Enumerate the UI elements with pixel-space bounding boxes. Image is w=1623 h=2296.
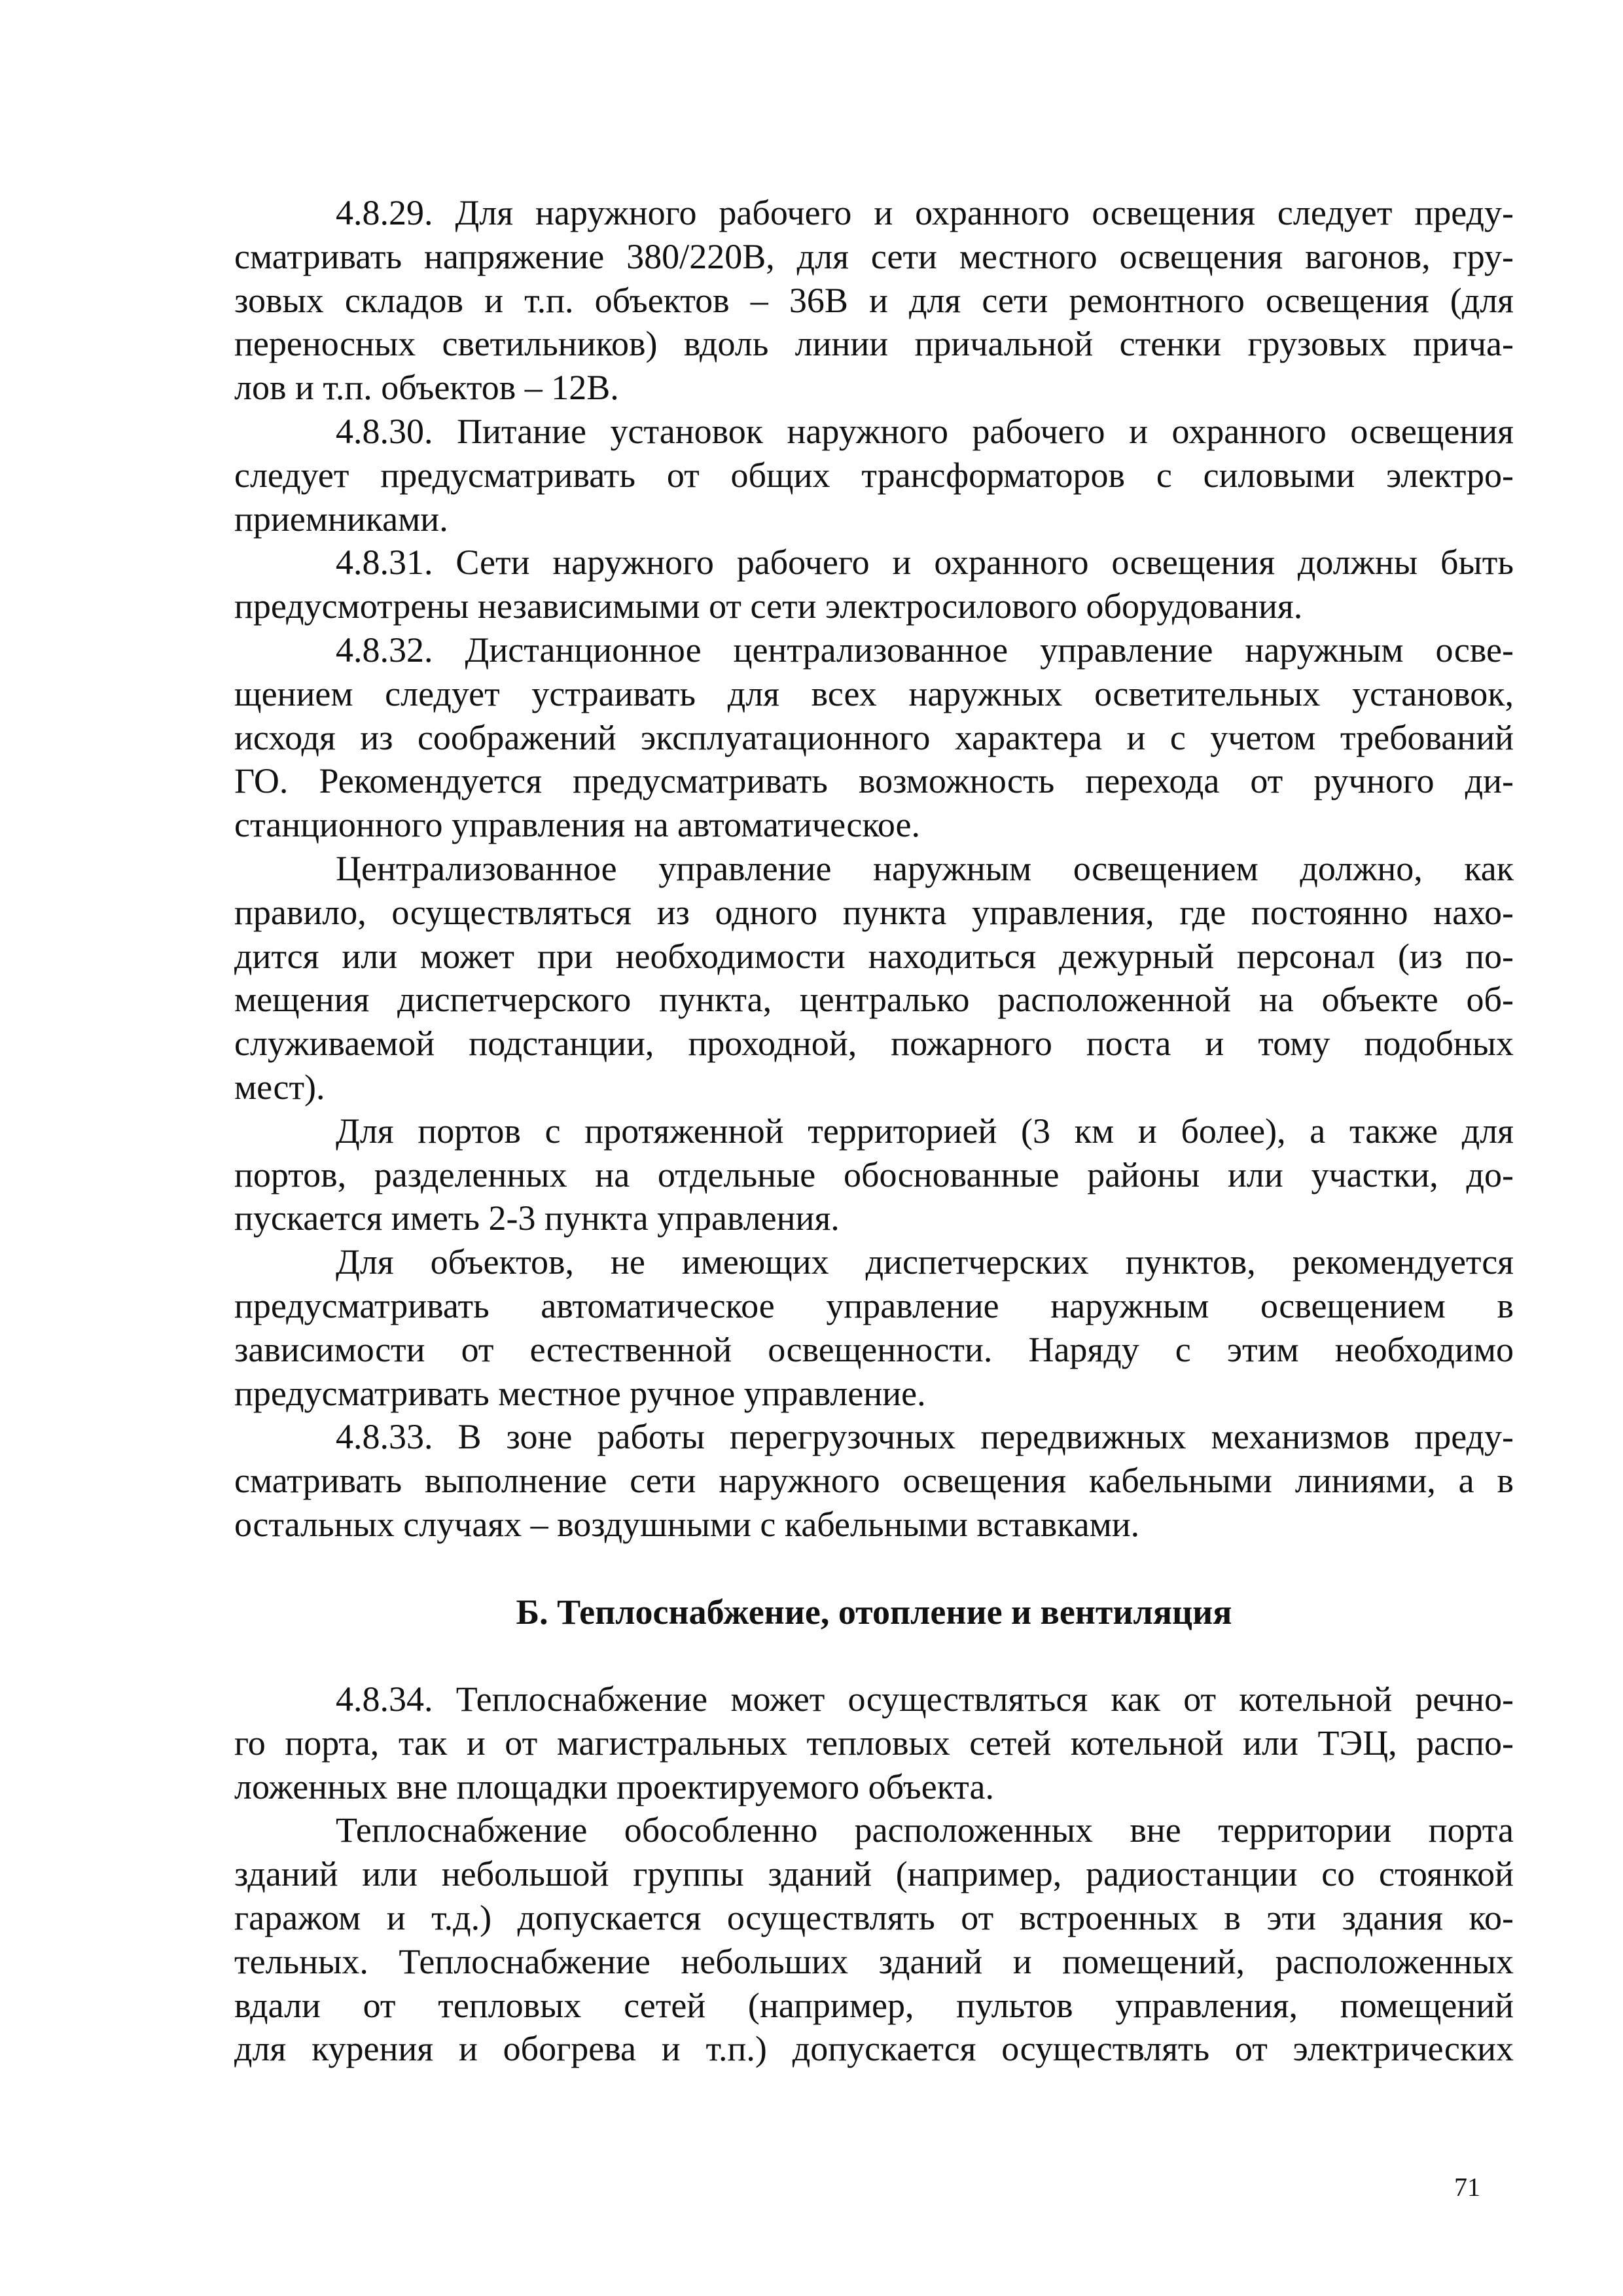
text-line: правило, осуществляться из одного пункта управления, где постоянно нахо- [234,892,1514,932]
text-line: предусматривать автоматическое управление наружным освещением в [234,1285,1514,1325]
document-body [234,191,1514,2071]
text-line: сматривать напряжение 380/220В, для сети местного освещения вагонов, гру- [234,236,1514,276]
blank-line [234,1634,1514,1677]
text-line: 4.8.32. Дистанционное централизованное управление наружным осве- [336,630,1514,670]
text-line: вдали от тепловых сетей (например, пультов управления, помещений [234,1985,1514,2025]
text-line: 4.8.34. Теплоснабжение может осуществляться как от котельной речно- [336,1679,1514,1719]
text-line: станционного управления на автоматическое. [234,805,920,845]
text-line: пускается иметь 2-3 пункта управления. [234,1198,840,1238]
text-line: ГО. Рекомендуется предусматривать возможность перехода от ручного ди- [234,761,1514,801]
page-number: 71 [1454,2172,1480,2202]
text-line: мещения диспетчерского пункта, централько расположенной на объекте об- [234,980,1514,1020]
text-line: следует предусматривать от общих трансформаторов с силовыми электро- [234,455,1514,495]
text-line: Теплоснабжение обособленно расположенных вне территории порта [336,1810,1514,1850]
text-line: 4.8.29. Для наружного рабочего и охранного освещения следует преду- [336,193,1514,232]
text-line: зданий или небольшой группы зданий (например, радиостанции со стоянкой [234,1854,1514,1894]
blank-line [234,1547,1514,1590]
text-line: ложенных вне площадки проектируемого объекта. [234,1767,994,1806]
text-line: предусмотрены независимыми от сети электросилового оборудования. [234,586,1303,626]
text-line: Централизованное управление наружным освещением должно, как [336,848,1514,888]
text-line: исходя из соображений эксплуатационного характера и с учетом требований [234,717,1514,757]
text-line: го порта, так и от магистральных тепловых сетей котельной или ТЭЦ, распо- [234,1723,1514,1763]
text-line: лов и т.п. объектов – 12В. [234,368,619,408]
text-line: тельных. Теплоснабжение небольших зданий и помещений, расположенных [234,1941,1514,1981]
text-line: переносных светильников) вдоль линии причальной стенки грузовых прича- [234,324,1514,364]
text-line: дится или может при необходимости находиться дежурный персонал (из по- [234,936,1514,976]
text-line: 4.8.31. Сети наружного рабочего и охранного освещения должны быть [336,543,1514,583]
text-line: сматривать выполнение сети наружного освещения кабельными линиями, а в [234,1461,1514,1501]
text-line: зависимости от естественной освещенности. Наряду с этим необходимо [234,1329,1514,1369]
text-line: портов, разделенных на отдельные обоснованные районы или участки, до- [234,1155,1514,1194]
text-line: 4.8.33. В зоне работы перегрузочных передвижных механизмов преду- [336,1417,1514,1457]
text-line: предусматривать местное ручное управление. [234,1373,926,1413]
text-line: служиваемой подстанции, проходной, пожарного поста и тому подобных [234,1024,1514,1064]
text-line: приемниками. [234,499,448,539]
text-line: остальных случаях – воздушными с кабельными вставками. [234,1504,1140,1544]
text-line: 4.8.30. Питание установок наружного рабочего и охранного освещения [336,411,1514,451]
text-line: гаражом и т.д.) допускается осуществлять от встроенных в эти здания ко- [234,1898,1514,1938]
text-line: Для объектов, не имеющих диспетчерских пунктов, рекомендуется [336,1242,1514,1282]
section-heading: Б. Теплоснабжение, отопление и вентиляция [516,1592,1232,1632]
text-line: для курения и обогрева и т.п.) допускается осуществлять от электрических [234,2029,1514,2069]
text-line: мест). [234,1067,325,1107]
text-line: Для портов с протяженной территорией (3 км и более), а также для [336,1111,1514,1151]
text-line: зовых складов и т.п. объектов – 36В и для сети ремонтного освещения (для [234,280,1514,320]
text-line: щением следует устраивать для всех наружных осветительных установок, [234,673,1514,713]
